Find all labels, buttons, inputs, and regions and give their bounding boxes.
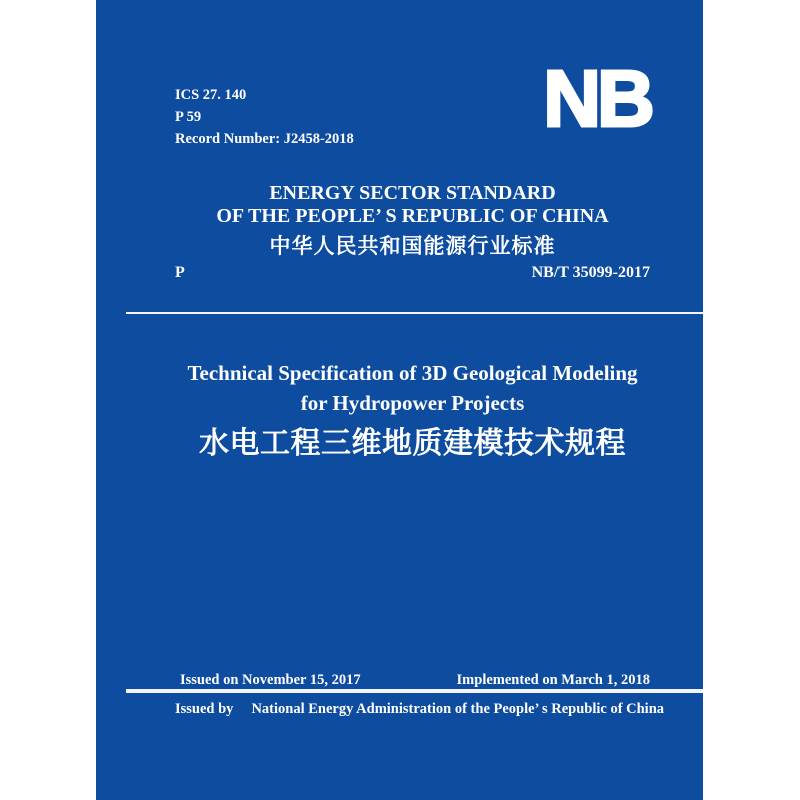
p-mark: P — [175, 264, 185, 281]
implemented-date: Implemented on March 1, 2018 — [456, 672, 650, 688]
dates-row — [180, 671, 650, 689]
classification-block — [175, 84, 354, 150]
standard-name-zh: 中华人民共和国能源行业标准 — [269, 235, 556, 258]
document-title-zh: 水电工程三维地质建模技术规程 — [199, 427, 626, 460]
issued-by-value: National Energy Administration of the People’ s Republic of China — [251, 701, 665, 717]
standard-name-en-line2: OF THE PEOPLE’ S REPUBLIC OF CHINA — [216, 205, 609, 227]
issued-date: Issued on November 15, 2017 — [180, 672, 361, 688]
standard-name-en-line1: ENERGY SECTOR STANDARD — [269, 182, 556, 204]
issued-by-row — [175, 700, 665, 718]
nb-logo: NB — [543, 54, 651, 143]
standard-name-block — [175, 182, 650, 262]
standard-number: NB/T 35099-2017 — [531, 264, 650, 281]
p-classification: P 59 — [175, 109, 202, 125]
record-number: Record Number: J2458-2018 — [175, 131, 354, 147]
standard-cover — [96, 0, 703, 800]
document-title-en-line2: for Hydropower Projects — [300, 391, 525, 415]
footer-rule — [126, 689, 703, 693]
document-title-block — [175, 358, 650, 464]
document-title-en-line1: Technical Specification of 3D Geological Modeling — [187, 361, 638, 385]
header-rule — [126, 312, 703, 314]
ics-code: ICS 27. 140 — [175, 87, 247, 103]
issued-by-label: Issued by — [175, 701, 234, 717]
standard-number-row — [175, 263, 650, 283]
